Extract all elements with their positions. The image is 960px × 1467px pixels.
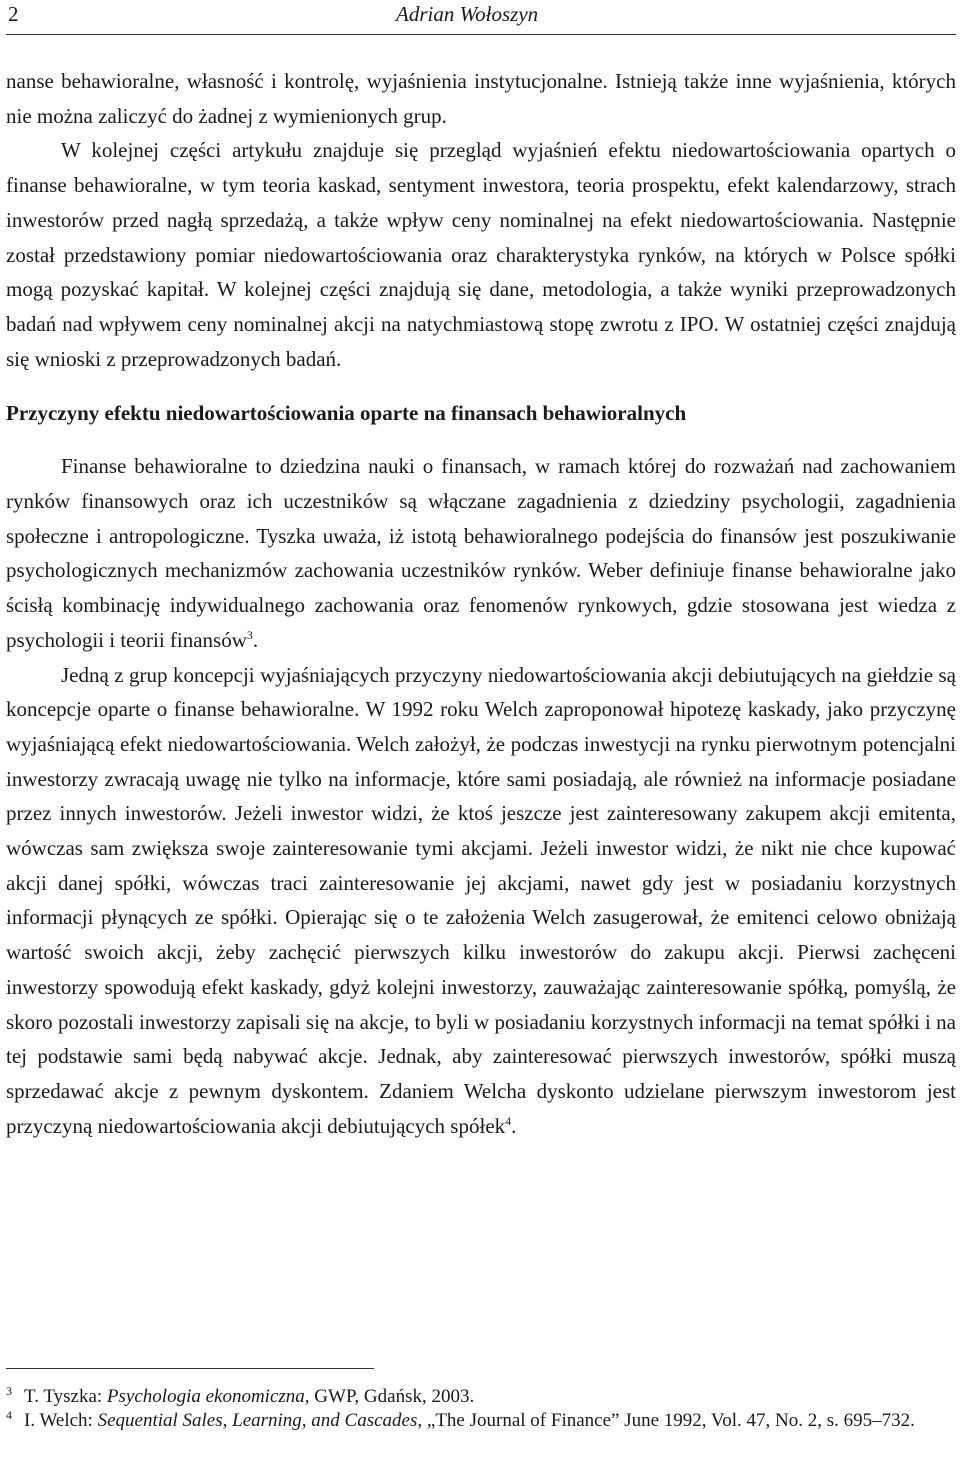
page-body	[6, 64, 956, 1143]
paragraph-behavioral-finance	[6, 449, 956, 657]
paragraph-cascade-theory-text: Jedną z grup koncepcji wyjaśniających przyczyny niedowartościowania akcji debiutujących na giełdzie są koncepcje oparte o finanse behawioralne. W 1992 roku Welch zaproponował hipotezę kaskady, jako przyczynę wyjaśniającą efekt niedowartościowania. Welch założył, że podczas inwestycji na rynku pierwotnym potencjalni inwestorzy zwracają uwagę nie tylko na informacje, które sami posiadają, ale również na informacje posiadane przez innych inwestorów. Jeżeli inwestor widzi, że ktoś jeszcze jest zainteresowany zakupem akcji emitenta, wówczas sam zwiększa swoje zainteresowanie tymi akcjami. Jeżeli inwestor widzi, że nikt nie chce kupować akcji danej spółki, wówczas traci zainteresowanie jej akcjami, nawet gdy jest w posiadaniu korzystnych informacji płynących ze spółki. Opierając się o te założenia Welch zasugerował, że emitenci celowo obniżają wartość swoich akcji, żeby zachęcić pierwszych kilku inwestorów do zakupu akcji. Pierwsi zachęceni inwestorzy spowodują efekt kaskady, gdyż kolejni inwestorzy, zauważając zainteresowanie spółką, pomyślą, że skoro pozostali inwestorzy zapisali się na akcje, to byli w posiadaniu korzystnych informacji na temat spółki i na tej podstawie sami będą nabywać akcje. Jednak, aby zainteresować pierwszych inwestorów, spółki muszą sprzedawać akcje z pewnym dyskontem. Zdaniem Welcha dyskonto udzielane pierwszym inwestorom jest przyczyną niedowartościowania akcji debiutujących spółek	[6, 662, 956, 1138]
paragraph-article-outline: W kolejnej części artykułu znajduje się przegląd wyjaśnień efektu niedowartościowania opartych o finanse behawioralne, w tym teoria kaskad, sentyment inwestora, teoria prospektu, efekt kalendarzowy, strach inwestorów przed nagłą sprzedażą, a także wpływ ceny nominalnej na efekt niedowartościowania. Następnie został przedstawiony pomiar niedowartościowania oraz charakterystyka rynków, na których w Polsce spółki mogą pozyskać kapitał. W kolejnej części znajdują się dane, metodologia, a także wyniki przeprowadzonych badań nad wpływem ceny nominalnej akcji na natychmiastową stopę zwrotu z IPO. W ostatniej części znajdują się wnioski z przeprowadzonych badań.	[6, 138, 956, 371]
footnote-publisher: , „The Journal of Finance” June 1992, Vol. 47, No. 2, s. 695–732.	[417, 1410, 915, 1431]
footnote-divider	[6, 1368, 374, 1369]
document-page	[6, 0, 956, 1467]
footnote-title: Sequential Sales, Learning, and Cascades	[97, 1410, 418, 1431]
footnote-ref-4[interactable]: 4	[505, 1113, 512, 1128]
paragraph-end-period: .	[252, 627, 259, 652]
paragraph-behavioral-finance-text: Finanse behawioralne to dziedzina nauki o finansach, w ramach której do rozważań nad zachowaniem rynków finansowych oraz ich uczestników są włączane zagadnienia z dziedziny psychologii, zagadnienia społeczne i antropologiczne. Tyszka uważa, iż istotą behawioralnego podejścia do finansów jest poszukiwanie psychologicznych mechanizmów zachowania uczestników rynków. Weber definiuje finanse behawioralne jako ścisłą kombinację indywidualnego zachowania oraz fenomenów rynkowych, gdzie stosowana jest wiedza z psychologii i teorii finansów	[6, 454, 956, 652]
footnote-3: 3 T. Tyszka: Psychologia ekonomiczna, GWP, Gdańsk, 2003.	[6, 1383, 475, 1407]
footnotes	[6, 1368, 956, 1433]
footnote-4: 4 I. Welch: Sequential Sales, Learning, and Cascades, „The Journal of Finance” June 1992, Vol. 47, No. 2, s. 695–732.	[6, 1407, 915, 1431]
paragraph-cascade-theory	[6, 658, 956, 1144]
paragraph-end-period: .	[511, 1113, 517, 1138]
footnote-ref-3[interactable]: 3	[246, 627, 253, 642]
paragraph-continued: nanse behawioralne, własność i kontrolę, wyjaśnienia instytucjonalne. Istnieją także inne wyjaśnienia, których nie można zaliczyć do żadnej z wymienionych grup.	[6, 69, 956, 128]
running-head-author: Adrian Wołoszyn	[396, 2, 539, 26]
footnote-author: I. Welch:	[24, 1410, 98, 1431]
footnote-publisher: , GWP, Gdańsk, 2003.	[304, 1386, 475, 1407]
page-header	[6, 0, 956, 35]
page-number: 2	[8, 2, 19, 26]
footnote-title: Psychologia ekonomiczna	[106, 1386, 305, 1407]
footnote-author: T. Tyszka:	[24, 1386, 107, 1407]
section-heading: Przyczyny efektu niedowartościowania oparte na finansach behawioralnych	[6, 401, 687, 426]
